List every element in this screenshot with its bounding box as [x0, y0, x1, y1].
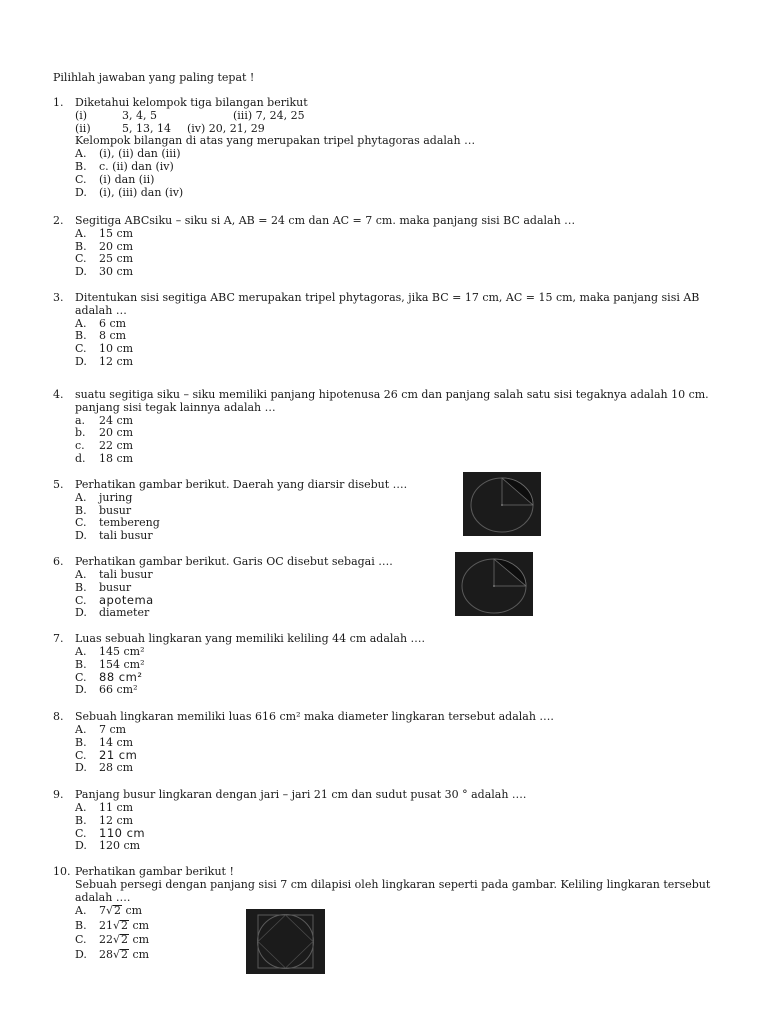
question-stem: adalah … — [75, 303, 127, 317]
number-group-row — [75, 123, 735, 136]
option-text: busur — [99, 580, 132, 594]
sqrt-symbol: √ — [113, 933, 121, 947]
option-letter: b. — [75, 426, 86, 440]
option-text: 8 cm — [99, 329, 127, 343]
option-letter: B. — [75, 580, 87, 594]
option-letter: D. — [75, 354, 87, 368]
option-text: 14 cm — [99, 735, 134, 749]
option-letter: A. — [75, 316, 87, 330]
option-letter: C. — [75, 749, 87, 763]
group-values: 5, 13, 14 — [122, 121, 171, 135]
group-label: (i) — [75, 108, 88, 122]
option-letter: A. — [75, 226, 87, 240]
question-number: 1. — [53, 96, 64, 109]
option-letter: C. — [75, 594, 87, 608]
option-d[interactable] — [75, 684, 735, 697]
option-text: juring — [99, 490, 133, 504]
option-text: 6 cm — [99, 316, 127, 330]
option-b[interactable] — [75, 241, 735, 254]
option-letter: B. — [75, 329, 87, 343]
option-a[interactable] — [75, 228, 735, 241]
option-a[interactable] — [75, 724, 735, 737]
option-text: 154 cm² — [99, 657, 145, 671]
option-letter: D. — [75, 529, 87, 543]
option-letter: B. — [75, 239, 87, 253]
option-letter: B. — [75, 503, 87, 517]
question-number: 9. — [53, 788, 64, 801]
option-text: tali busur — [99, 567, 153, 581]
group-values: (iii) 7, 24, 25 — [233, 108, 305, 122]
option-c[interactable] — [75, 440, 735, 453]
question-stem: Segitiga ABCsiku – siku si A, AB = 24 cm dan AC = 7 cm. maka panjang sisi BC adalah … — [75, 214, 576, 227]
option-text: 10 cm — [99, 342, 134, 356]
option-b[interactable] — [75, 161, 735, 174]
option-text: 120 cm — [99, 839, 141, 853]
option-a[interactable] — [75, 904, 735, 919]
option-letter: c. — [75, 439, 85, 453]
question-stem: Perhatikan gambar berikut ! — [75, 865, 234, 878]
question-stem: panjang sisi tegak lainnya adalah … — [75, 400, 276, 414]
option-text: 88 cm² — [99, 670, 143, 685]
question-number: 4. — [53, 388, 64, 401]
question-stem: Diketahui kelompok tiga bilangan berikut — [75, 96, 308, 109]
option-letter: C. — [75, 342, 87, 356]
option-letter: A. — [75, 490, 87, 504]
question-stem: Perhatikan gambar berikut. Daerah yang diarsir disebut …. — [75, 478, 408, 491]
option-text: 12 cm — [99, 813, 134, 827]
question-stem: Panjang busur lingkaran dengan jari – jari 21 cm dan sudut pusat 30 ° adalah …. — [75, 788, 527, 801]
option-d[interactable] — [75, 762, 735, 775]
question-number: 8. — [53, 710, 64, 723]
option-text: apotema — [99, 593, 154, 608]
group-values: (iv) 20, 21, 29 — [187, 121, 265, 135]
option-d[interactable] — [75, 187, 735, 200]
option-a[interactable] — [75, 148, 735, 161]
option-text: 28 cm — [99, 761, 134, 775]
option-c[interactable] — [75, 827, 735, 840]
option-b[interactable] — [75, 919, 735, 934]
option-letter: C. — [75, 827, 87, 841]
option-a[interactable] — [75, 569, 735, 582]
option-letter: D. — [75, 839, 87, 853]
question-number: 6. — [53, 555, 64, 568]
option-letter: D. — [75, 185, 87, 199]
radicand: 2 — [114, 904, 122, 918]
option-c[interactable] — [75, 933, 735, 948]
option-d[interactable] — [75, 840, 735, 853]
option-letter: B. — [75, 735, 87, 749]
option-a[interactable] — [75, 646, 735, 659]
sqrt-symbol: √ — [106, 904, 114, 918]
option-d[interactable] — [75, 530, 735, 543]
radicand: 2 — [121, 947, 129, 961]
question-stem: suatu segitiga siku – siku memiliki panjang hipotenusa 26 cm dan panjang salah satu sisi tegaknya adalah 10 cm. — [75, 388, 709, 401]
option-b[interactable] — [75, 815, 735, 828]
option-text: (i) dan (ii) — [99, 172, 155, 186]
option-c[interactable] — [75, 594, 735, 607]
option-coefficient: 7 — [99, 904, 106, 918]
option-coefficient: 22 — [99, 933, 113, 947]
question-stem: Ditentukan sisi segitiga ABC merupakan tripel phytagoras, jika BC = 17 cm, AC = 15 cm, maka panjang sisi AB — [75, 291, 700, 304]
unit: cm — [125, 904, 143, 918]
option-text: 24 cm — [99, 413, 134, 427]
option-text: 145 cm² — [99, 644, 145, 658]
option-text: 22 cm — [99, 439, 134, 453]
option-d[interactable] — [75, 356, 735, 369]
option-text: 30 cm — [99, 265, 134, 279]
option-d[interactable] — [75, 266, 735, 279]
option-letter: D. — [75, 265, 87, 279]
option-text: tali busur — [99, 529, 153, 543]
unit: cm — [132, 918, 150, 932]
question-number: 7. — [53, 632, 64, 645]
option-text: busur — [99, 503, 132, 517]
option-text: 21 cm — [99, 748, 138, 763]
option-letter: A. — [75, 147, 87, 161]
radicand: 2 — [121, 933, 129, 947]
question-stem: Luas sebuah lingkaran yang memiliki keliling 44 cm adalah …. — [75, 632, 426, 645]
option-c[interactable] — [75, 517, 735, 530]
option-text: c. (ii) dan (iv) — [99, 159, 174, 173]
option-d[interactable] — [75, 453, 735, 466]
option-letter: D. — [75, 947, 87, 961]
option-letter: B. — [75, 918, 87, 932]
option-c[interactable] — [75, 749, 735, 762]
option-text: 18 cm — [99, 451, 134, 465]
question-stem: Perhatikan gambar berikut. Garis OC disebut sebagai …. — [75, 555, 393, 568]
group-values: 3, 4, 5 — [122, 108, 157, 122]
question-stem: adalah …. — [75, 890, 131, 904]
question-number: 5. — [53, 478, 64, 491]
option-text: 12 cm — [99, 354, 134, 368]
option-text: diameter — [99, 606, 150, 620]
option-letter: D. — [75, 761, 87, 775]
option-a[interactable] — [75, 318, 735, 331]
option-c[interactable] — [75, 253, 735, 266]
option-letter: C. — [75, 933, 87, 947]
question-stem: Kelompok bilangan di atas yang merupakan tripel phytagoras adalah … — [75, 134, 476, 148]
circle-apothem-figure — [455, 552, 533, 616]
option-coefficient: 28 — [99, 947, 113, 961]
question-stem: Sebuah persegi dengan panjang sisi 7 cm dilapisi oleh lingkaran seperti pada gambar. Keliling lingkaran tersebut — [75, 877, 711, 891]
option-letter: A. — [75, 904, 87, 918]
option-text: tembereng — [99, 516, 160, 530]
unit: cm — [132, 933, 150, 947]
sqrt-symbol: √ — [113, 918, 121, 932]
option-letter: B. — [75, 657, 87, 671]
option-text: 15 cm — [99, 226, 134, 240]
option-letter: D. — [75, 683, 87, 697]
option-letter: C. — [75, 516, 87, 530]
question-number: 2. — [53, 214, 64, 227]
option-letter: A. — [75, 644, 87, 658]
square-circle-figure — [246, 909, 325, 974]
option-c[interactable] — [75, 671, 735, 684]
number-group-row — [75, 110, 735, 123]
unit: cm — [132, 947, 150, 961]
group-label: (ii) — [75, 121, 91, 135]
option-text: 20 cm — [99, 426, 134, 440]
question-number: 3. — [53, 291, 64, 304]
circle-segment-figure — [463, 472, 541, 536]
sqrt-symbol: √ — [113, 947, 121, 961]
option-d[interactable] — [75, 948, 735, 963]
option-letter: D. — [75, 606, 87, 620]
option-a[interactable] — [75, 492, 735, 505]
option-text: (i), (iii) dan (iv) — [99, 185, 184, 199]
option-text: 66 cm² — [99, 683, 138, 697]
option-letter: a. — [75, 413, 86, 427]
option-letter: B. — [75, 813, 87, 827]
option-text: 20 cm — [99, 239, 134, 253]
option-a[interactable] — [75, 415, 735, 428]
radicand: 2 — [121, 918, 129, 932]
option-b[interactable] — [75, 330, 735, 343]
option-coefficient: 21 — [99, 918, 113, 932]
option-b[interactable] — [75, 659, 735, 672]
option-letter: C. — [75, 252, 87, 266]
option-b[interactable] — [75, 505, 735, 518]
option-letter: A. — [75, 722, 87, 736]
option-text: 110 cm — [99, 826, 146, 841]
option-letter: B. — [75, 159, 87, 173]
option-text: 7 cm — [99, 722, 127, 736]
option-b[interactable] — [75, 582, 735, 595]
option-a[interactable] — [75, 802, 735, 815]
option-letter: d. — [75, 451, 86, 465]
question-number: 10. — [53, 865, 71, 878]
option-b[interactable] — [75, 427, 735, 440]
option-letter: A. — [75, 567, 87, 581]
option-d[interactable] — [75, 607, 735, 620]
option-text: (i), (ii) dan (iii) — [99, 147, 181, 161]
option-c[interactable] — [75, 343, 735, 356]
instructions: Pilihlah jawaban yang paling tepat ! — [53, 71, 255, 84]
option-letter: C. — [75, 671, 87, 685]
option-b[interactable] — [75, 737, 735, 750]
option-letter: C. — [75, 172, 87, 186]
option-text: 25 cm — [99, 252, 134, 266]
option-letter: A. — [75, 800, 87, 814]
option-text: 11 cm — [99, 800, 134, 814]
question-stem: Sebuah lingkaran memiliki luas 616 cm² maka diameter lingkaran tersebut adalah …. — [75, 710, 554, 723]
